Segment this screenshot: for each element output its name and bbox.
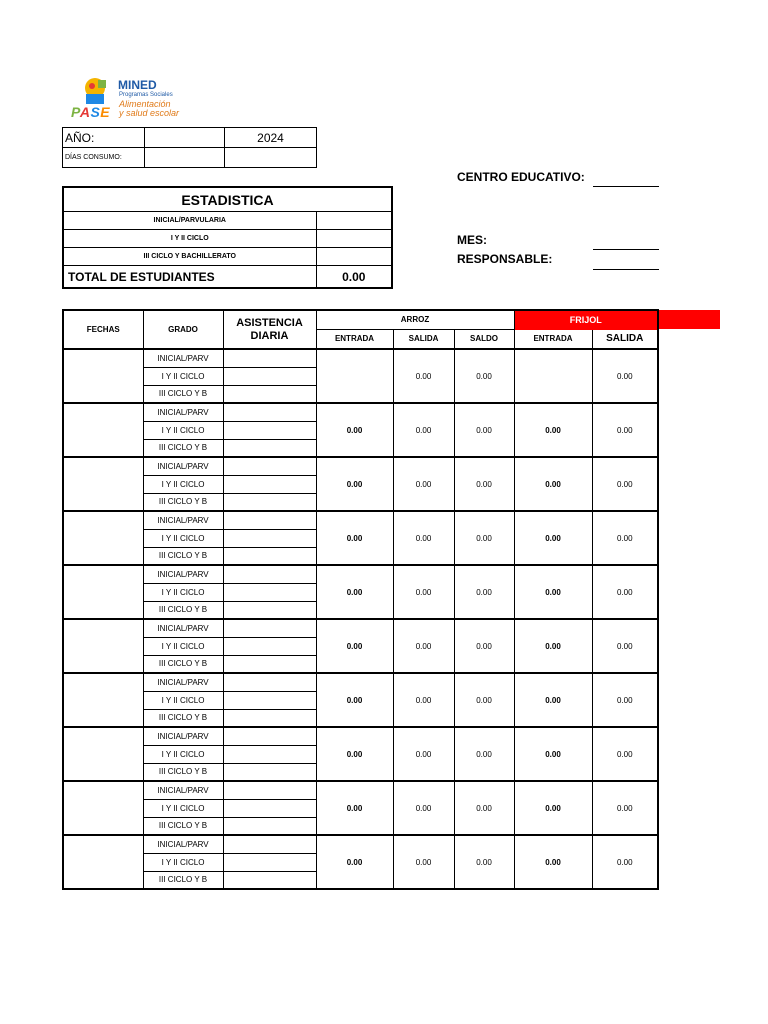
- arroz-salida-cell: 0.00: [393, 565, 454, 619]
- grado-cell: INICIAL/PARV: [143, 349, 223, 367]
- frijol-header-extension: [658, 310, 720, 329]
- grado-cell: I Y II CICLO: [143, 691, 223, 709]
- asistencia-cell[interactable]: [223, 781, 316, 799]
- fecha-cell[interactable]: [63, 565, 143, 619]
- logo-mined-text: MINED: [118, 78, 157, 92]
- mes-label: MES:: [457, 233, 487, 247]
- asistencia-cell[interactable]: [223, 457, 316, 475]
- asistencia-cell[interactable]: [223, 871, 316, 889]
- arroz-salida-cell: 0.00: [393, 781, 454, 835]
- fecha-cell[interactable]: [63, 835, 143, 889]
- frijol-entrada-cell[interactable]: 0.00: [514, 727, 592, 781]
- frijol-entrada-header: ENTRADA: [514, 329, 592, 349]
- ano-table: [62, 127, 317, 168]
- arroz-saldo-cell: 0.00: [454, 565, 514, 619]
- frijol-salida-cell: 0.00: [592, 457, 658, 511]
- stats-row-value[interactable]: [316, 230, 392, 248]
- frijol-salida-header: SALIDA: [592, 329, 658, 349]
- frijol-salida-cell: 0.00: [592, 565, 658, 619]
- responsable-field[interactable]: [593, 269, 659, 270]
- asistencia-cell[interactable]: [223, 835, 316, 853]
- table-row: [63, 619, 658, 637]
- arroz-saldo-cell: 0.00: [454, 349, 514, 403]
- fecha-cell[interactable]: [63, 457, 143, 511]
- grado-cell: INICIAL/PARV: [143, 511, 223, 529]
- grado-cell: INICIAL/PARV: [143, 835, 223, 853]
- asistencia-cell[interactable]: [223, 655, 316, 673]
- asistencia-cell[interactable]: [223, 475, 316, 493]
- logo-mascot-icon: [78, 76, 112, 106]
- ano-cell-empty[interactable]: [145, 128, 225, 148]
- arroz-saldo-cell: 0.00: [454, 457, 514, 511]
- fecha-cell[interactable]: [63, 727, 143, 781]
- asistencia-cell[interactable]: [223, 349, 316, 367]
- stats-row-label: INICIAL/PARVULARIA: [63, 212, 316, 230]
- mined-pase-logo: [70, 76, 190, 122]
- asistencia-cell[interactable]: [223, 367, 316, 385]
- table-row: [63, 457, 658, 475]
- asistencia-cell[interactable]: [223, 745, 316, 763]
- asistencia-cell[interactable]: [223, 727, 316, 745]
- stats-row-value[interactable]: [316, 212, 392, 230]
- asistencia-cell[interactable]: [223, 853, 316, 871]
- arroz-salida-cell: 0.00: [393, 727, 454, 781]
- arroz-salida-header: SALIDA: [393, 329, 454, 349]
- arroz-saldo-cell: 0.00: [454, 673, 514, 727]
- fechas-header: FECHAS: [63, 310, 143, 349]
- arroz-saldo-cell: 0.00: [454, 511, 514, 565]
- asistencia-cell[interactable]: [223, 385, 316, 403]
- asistencia-cell[interactable]: [223, 601, 316, 619]
- asistencia-cell[interactable]: [223, 547, 316, 565]
- asistencia-cell[interactable]: [223, 439, 316, 457]
- fecha-cell[interactable]: [63, 349, 143, 403]
- grado-cell: INICIAL/PARV: [143, 565, 223, 583]
- arroz-saldo-cell: 0.00: [454, 781, 514, 835]
- fecha-cell[interactable]: [63, 781, 143, 835]
- fecha-cell[interactable]: [63, 619, 143, 673]
- grado-cell: I Y II CICLO: [143, 475, 223, 493]
- grado-cell: III CICLO Y B: [143, 439, 223, 457]
- grado-cell: III CICLO Y B: [143, 601, 223, 619]
- grado-cell: III CICLO Y B: [143, 493, 223, 511]
- frijol-salida-cell: 0.00: [592, 511, 658, 565]
- centro-educativo-label: CENTRO EDUCATIVO:: [457, 170, 585, 184]
- consumo-table: [62, 309, 659, 890]
- estadistica-table: [62, 186, 393, 289]
- table-row: [63, 403, 658, 421]
- frijol-salida-cell: 0.00: [592, 727, 658, 781]
- asistencia-cell[interactable]: [223, 673, 316, 691]
- frijol-salida-cell: 0.00: [592, 403, 658, 457]
- asistencia-cell[interactable]: [223, 691, 316, 709]
- grado-cell: I Y II CICLO: [143, 799, 223, 817]
- arroz-salida-cell: 0.00: [393, 511, 454, 565]
- grado-cell: I Y II CICLO: [143, 853, 223, 871]
- grado-cell: I Y II CICLO: [143, 637, 223, 655]
- arroz-entrada-cell[interactable]: 0.00: [316, 619, 393, 673]
- logo-pase-text: PASE: [71, 104, 111, 120]
- grado-cell: INICIAL/PARV: [143, 673, 223, 691]
- frijol-salida-cell: 0.00: [592, 781, 658, 835]
- arroz-saldo-cell: 0.00: [454, 403, 514, 457]
- arroz-salida-cell: 0.00: [393, 619, 454, 673]
- arroz-saldo-cell: 0.00: [454, 619, 514, 673]
- arroz-entrada-cell[interactable]: [316, 349, 393, 403]
- arroz-entrada-cell[interactable]: 0.00: [316, 457, 393, 511]
- grado-cell: III CICLO Y B: [143, 655, 223, 673]
- asistencia-cell[interactable]: [223, 637, 316, 655]
- asistencia-cell[interactable]: [223, 403, 316, 421]
- frijol-entrada-cell[interactable]: 0.00: [514, 511, 592, 565]
- arroz-saldo-cell: 0.00: [454, 727, 514, 781]
- asistencia-cell[interactable]: [223, 763, 316, 781]
- consumo-table-body: [63, 349, 658, 889]
- frijol-salida-cell: 0.00: [592, 349, 658, 403]
- grado-header: GRADO: [143, 310, 223, 349]
- ano-value[interactable]: 2024: [225, 128, 317, 148]
- table-row: [63, 781, 658, 799]
- frijol-entrada-cell[interactable]: 0.00: [514, 835, 592, 889]
- asistencia-cell[interactable]: [223, 817, 316, 835]
- frijol-header: FRIJOL: [514, 310, 658, 329]
- frijol-entrada-cell[interactable]: 0.00: [514, 565, 592, 619]
- arroz-entrada-cell[interactable]: 0.00: [316, 403, 393, 457]
- stats-row-label: I Y II CICLO: [63, 230, 316, 248]
- grado-cell: I Y II CICLO: [143, 367, 223, 385]
- arroz-salida-cell: 0.00: [393, 457, 454, 511]
- responsable-label: RESPONSABLE:: [457, 252, 553, 266]
- centro-educativo-field[interactable]: [593, 186, 659, 187]
- arroz-header: ARROZ: [316, 310, 514, 329]
- arroz-salida-cell: 0.00: [393, 835, 454, 889]
- table-row: [63, 673, 658, 691]
- grado-cell: INICIAL/PARV: [143, 457, 223, 475]
- dias-consumo-cell[interactable]: [145, 148, 225, 168]
- grado-cell: III CICLO Y B: [143, 871, 223, 889]
- grado-cell: I Y II CICLO: [143, 529, 223, 547]
- mes-field[interactable]: [593, 249, 659, 250]
- grado-cell: I Y II CICLO: [143, 745, 223, 763]
- asistencia-cell[interactable]: [223, 709, 316, 727]
- grado-cell: III CICLO Y B: [143, 709, 223, 727]
- asistencia-cell[interactable]: [223, 421, 316, 439]
- ano-label: AÑO:: [63, 128, 145, 148]
- grado-cell: III CICLO Y B: [143, 817, 223, 835]
- arroz-entrada-cell[interactable]: 0.00: [316, 835, 393, 889]
- stats-row-value[interactable]: [316, 248, 392, 266]
- arroz-entrada-cell[interactable]: 0.00: [316, 673, 393, 727]
- estadistica-title: ESTADISTICA: [63, 187, 392, 212]
- table-row: [63, 727, 658, 745]
- asistencia-cell[interactable]: [223, 511, 316, 529]
- asistencia-cell[interactable]: [223, 619, 316, 637]
- frijol-entrada-cell[interactable]: 0.00: [514, 619, 592, 673]
- stats-row-label: III CICLO Y BACHILLERATO: [63, 248, 316, 266]
- asistencia-cell[interactable]: [223, 799, 316, 817]
- frijol-salida-cell: 0.00: [592, 619, 658, 673]
- table-row: [63, 349, 658, 367]
- logo-alimentacion-text: Alimentación y salud escolar: [119, 99, 180, 118]
- arroz-saldo-header: SALDO: [454, 329, 514, 349]
- total-estudiantes-label: TOTAL DE ESTUDIANTES: [63, 266, 316, 289]
- frijol-entrada-cell[interactable]: [514, 349, 592, 403]
- arroz-salida-cell: 0.00: [393, 673, 454, 727]
- asistencia-header: ASISTENCIA DIARIA: [223, 310, 316, 349]
- asistencia-cell[interactable]: [223, 583, 316, 601]
- asistencia-cell[interactable]: [223, 565, 316, 583]
- fecha-cell[interactable]: [63, 511, 143, 565]
- arroz-entrada-cell[interactable]: 0.00: [316, 727, 393, 781]
- frijol-entrada-cell[interactable]: 0.00: [514, 673, 592, 727]
- dias-consumo-cell-2[interactable]: [225, 148, 317, 168]
- table-row: [63, 565, 658, 583]
- frijol-entrada-cell[interactable]: 0.00: [514, 781, 592, 835]
- arroz-entrada-cell[interactable]: 0.00: [316, 511, 393, 565]
- arroz-entrada-cell[interactable]: 0.00: [316, 781, 393, 835]
- dias-consumo-label: DÍAS CONSUMO:: [63, 148, 145, 168]
- total-estudiantes-value: 0.00: [316, 266, 392, 289]
- asistencia-cell[interactable]: [223, 493, 316, 511]
- table-row: [63, 835, 658, 853]
- grado-cell: INICIAL/PARV: [143, 727, 223, 745]
- arroz-entrada-header: ENTRADA: [316, 329, 393, 349]
- table-row: [63, 511, 658, 529]
- arroz-entrada-cell[interactable]: 0.00: [316, 565, 393, 619]
- grado-cell: III CICLO Y B: [143, 763, 223, 781]
- fecha-cell[interactable]: [63, 403, 143, 457]
- frijol-entrada-cell[interactable]: 0.00: [514, 403, 592, 457]
- frijol-salida-cell: 0.00: [592, 835, 658, 889]
- grado-cell: I Y II CICLO: [143, 421, 223, 439]
- asistencia-cell[interactable]: [223, 529, 316, 547]
- grado-cell: INICIAL/PARV: [143, 619, 223, 637]
- grado-cell: INICIAL/PARV: [143, 403, 223, 421]
- arroz-salida-cell: 0.00: [393, 349, 454, 403]
- fecha-cell[interactable]: [63, 673, 143, 727]
- frijol-entrada-cell[interactable]: 0.00: [514, 457, 592, 511]
- grado-cell: III CICLO Y B: [143, 547, 223, 565]
- arroz-saldo-cell: 0.00: [454, 835, 514, 889]
- arroz-salida-cell: 0.00: [393, 403, 454, 457]
- grado-cell: I Y II CICLO: [143, 583, 223, 601]
- frijol-salida-cell: 0.00: [592, 673, 658, 727]
- grado-cell: INICIAL/PARV: [143, 781, 223, 799]
- grado-cell: III CICLO Y B: [143, 385, 223, 403]
- logo-programas-text: Programas Sociales: [119, 92, 173, 98]
